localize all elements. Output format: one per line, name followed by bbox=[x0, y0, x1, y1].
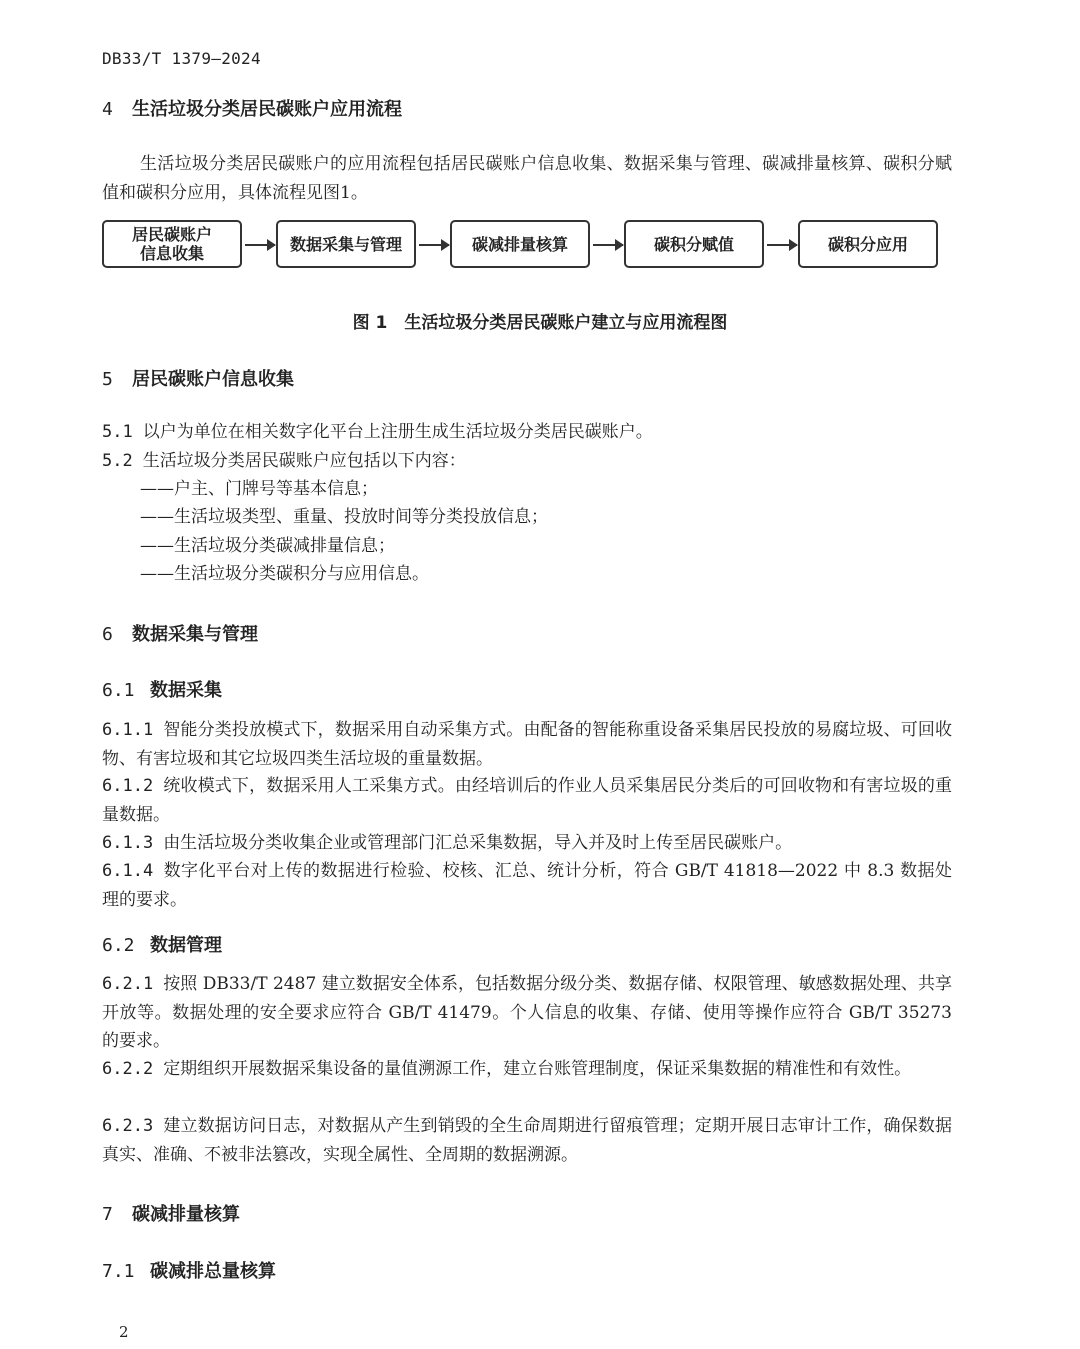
section-5-heading bbox=[102, 365, 294, 391]
clause-text: 由生活垃圾分类收集企业或管理部门汇总采集数据，导入并及时上传至居民碳账户。 bbox=[163, 833, 793, 853]
flow-arrow bbox=[419, 244, 449, 246]
flow-arrow bbox=[593, 244, 623, 246]
subsection-7-1-heading bbox=[102, 1257, 276, 1283]
subsection-6-2-heading bbox=[102, 931, 222, 957]
section-title: 居民碳账户信息收集 bbox=[132, 369, 294, 390]
flow-arrow bbox=[767, 244, 797, 246]
section-number: 4 bbox=[102, 99, 113, 120]
clause-text: 建立数据访问日志，对数据从产生到销毁的全生命周期进行留痕管理；定期开展日志审计工作，确保数据真实、准确、不被非法篡改，实现全属性、全周期的数据溯源。 bbox=[102, 1116, 952, 1165]
list-item: ——户主、门牌号等基本信息； bbox=[140, 479, 378, 499]
clause-number: 6.1.1 bbox=[102, 720, 154, 740]
clause-6-2-1 bbox=[102, 970, 952, 1056]
flow-step-4: 碳积分赋值 bbox=[624, 220, 764, 268]
clause-number: 6.2.1 bbox=[102, 974, 154, 994]
flow-diagram bbox=[102, 220, 942, 272]
clause-text: 生活垃圾分类居民碳账户应包括以下内容： bbox=[142, 451, 466, 471]
clause-6-1-1 bbox=[102, 716, 952, 773]
flow-step-1-line-2: 信息收集 bbox=[139, 244, 204, 263]
section-title: 生活垃圾分类居民碳账户应用流程 bbox=[132, 99, 402, 120]
subsection-number: 7.1 bbox=[102, 1261, 135, 1282]
page-number: 2 bbox=[119, 1323, 129, 1341]
flow-step-3: 碳减排量核算 bbox=[450, 220, 590, 268]
clause-text: 定期组织开展数据采集设备的量值溯源工作，建立台账管理制度，保证采集数据的精准性和有效性。 bbox=[163, 1059, 912, 1079]
section-4-heading bbox=[102, 95, 402, 121]
clause-number: 6.1.2 bbox=[102, 776, 154, 796]
flow-step-2: 数据采集与管理 bbox=[276, 220, 416, 268]
clause-text: 以户为单位在相关数字化平台上注册生成生活垃圾分类居民碳账户。 bbox=[142, 422, 653, 442]
subsection-title: 数据采集 bbox=[150, 680, 222, 701]
clause-text: 统收模式下，数据采用人工采集方式。由经培训后的作业人员采集居民分类后的可回收物和有害垃圾的重量数据。 bbox=[102, 776, 952, 825]
clause-6-1-4 bbox=[102, 857, 952, 914]
clause-number: 5.2 bbox=[102, 451, 133, 471]
clause-5-2 bbox=[102, 447, 952, 476]
section-number: 6 bbox=[102, 624, 113, 645]
section-title: 数据采集与管理 bbox=[132, 624, 258, 645]
section-7-heading bbox=[102, 1200, 240, 1226]
clause-number: 6.1.4 bbox=[102, 861, 154, 881]
clause-6-1-3 bbox=[102, 829, 952, 858]
figure-caption: 图 1 生活垃圾分类居民碳账户建立与应用流程图 bbox=[352, 313, 728, 333]
clause-6-2-3 bbox=[102, 1112, 952, 1169]
clause-text: 数字化平台对上传的数据进行检验、校核、汇总、统计分析，符合 GB/T 41818—2022 中 8.3 数据处理的要求。 bbox=[102, 861, 952, 910]
document-id-header: DB33/T 1379—2024 bbox=[102, 49, 261, 68]
clause-number: 6.2.2 bbox=[102, 1059, 154, 1079]
clause-number: 5.1 bbox=[102, 422, 133, 442]
section-number: 5 bbox=[102, 369, 113, 390]
flow-step-1 bbox=[102, 220, 242, 268]
list-item: ——生活垃圾分类碳积分与应用信息。 bbox=[140, 564, 429, 584]
clause-text: 按照 DB33/T 2487 建立数据安全体系，包括数据分级分类、数据存储、权限管理、敏感数据处理、共享开放等。数据处理的安全要求应符合 GB/T 41479。个人信息的收集、存储、使用等操作应符合 GB/T 35273 的要求。 bbox=[102, 974, 952, 1051]
clause-number: 6.1.3 bbox=[102, 833, 154, 853]
clause-6-2-2 bbox=[102, 1055, 952, 1084]
subsection-6-1-heading bbox=[102, 676, 222, 702]
list-item: ——生活垃圾类型、重量、投放时间等分类投放信息； bbox=[140, 507, 548, 527]
flow-arrow bbox=[245, 244, 275, 246]
clause-6-1-2 bbox=[102, 772, 952, 829]
flow-step-5: 碳积分应用 bbox=[798, 220, 938, 268]
clause-text: 智能分类投放模式下，数据采用自动采集方式。由配备的智能称重设备采集居民投放的易腐垃圾、可回收物、有害垃圾和其它垃圾四类生活垃圾的重量数据。 bbox=[102, 720, 952, 769]
list-item: ——生活垃圾分类碳减排量信息； bbox=[140, 536, 395, 556]
clause-5-1 bbox=[102, 418, 952, 447]
subsection-number: 6.2 bbox=[102, 935, 135, 956]
section-4-paragraph: 生活垃圾分类居民碳账户的应用流程包括居民碳账户信息收集、数据采集与管理、碳减排量核算、碳积分赋值和碳积分应用，具体流程见图1。 bbox=[102, 154, 952, 203]
subsection-title: 碳减排总量核算 bbox=[150, 1261, 276, 1282]
subsection-number: 6.1 bbox=[102, 680, 135, 701]
section-6-heading bbox=[102, 620, 258, 646]
section-number: 7 bbox=[102, 1204, 113, 1225]
flow-step-1-line-1: 居民碳账户 bbox=[131, 225, 212, 244]
clause-number: 6.2.3 bbox=[102, 1116, 154, 1136]
subsection-title: 数据管理 bbox=[150, 935, 222, 956]
section-title: 碳减排量核算 bbox=[132, 1204, 240, 1225]
